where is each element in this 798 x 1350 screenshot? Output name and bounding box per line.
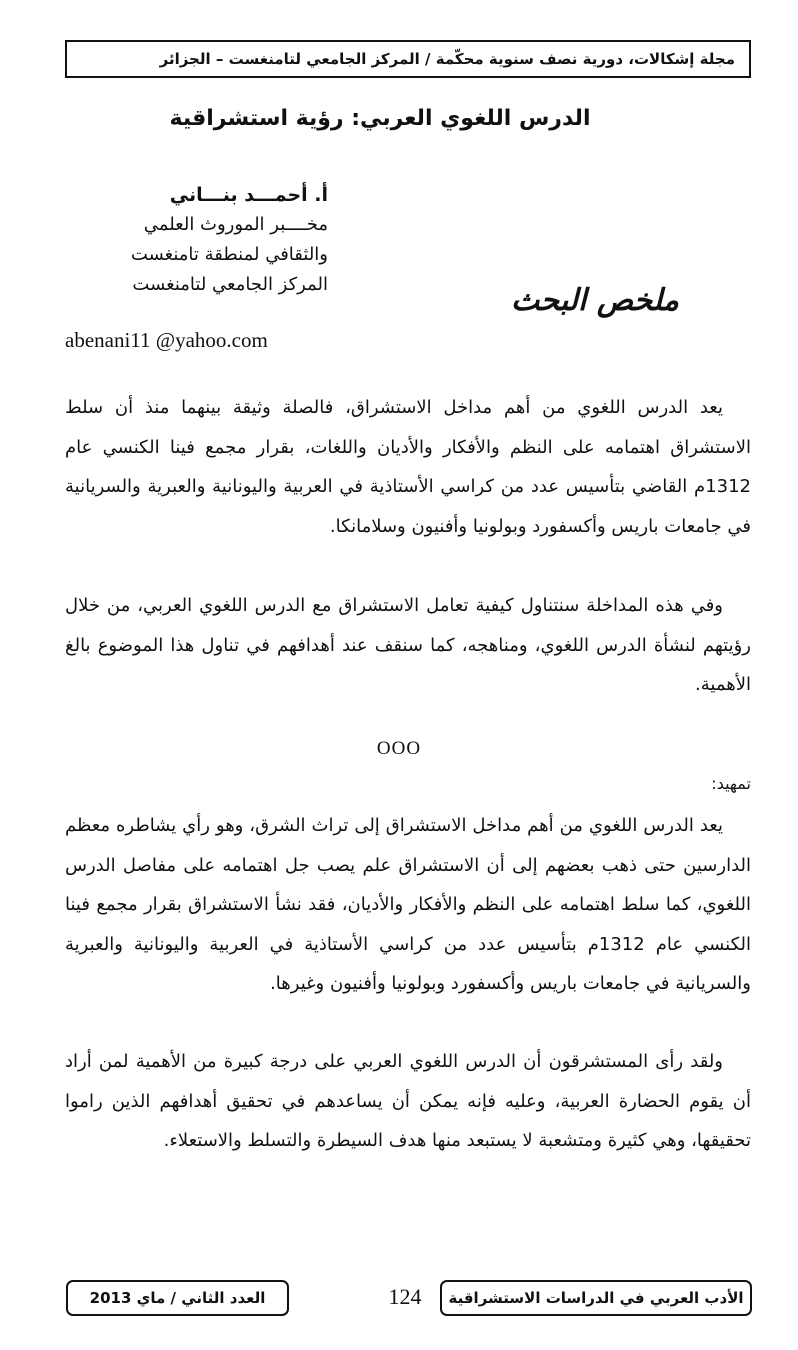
author-email: abenani11 @yahoo.com xyxy=(65,328,268,352)
introduction-paragraph-1: يعد الدرس اللغوي من أهم مداخل الاستشراق إلى تراث الشرق، وهو رأي يشاطره معظم الدارسين حتى ذهب بعضهم إلى أن الاستشراق علم يصب جل اهتمامه على مفاصل الدرس اللغوي، كما سلط اهتمامه على النظم والأفكار والأديان، فقد نشأ الاستشراق بقرار مجمع فينا الكنسي عام 1312م بتأسيس عدد من كراسي الأستاذية في العربية واليونانية والعبرية والسريانية في جامعات باريس وأكسفورد وبولونيا وأفنيون وغيرها. xyxy=(65,815,752,994)
author-block xyxy=(58,180,328,300)
author-affiliation-line-1: مخــــبر الموروث العلمي xyxy=(143,214,328,235)
author-affiliation-line-2: والثقافي لمنطقة تامنغست xyxy=(130,244,328,265)
footer-issue xyxy=(66,1280,289,1316)
section-separator: OOO xyxy=(376,738,422,759)
footer-series-title-text: الأدب العربي في الدراسات الاستشراقية xyxy=(448,1289,744,1307)
footer-series-title xyxy=(440,1280,752,1316)
introduction-paragraph-2: ولقد رأى المستشرقون أن الدرس اللغوي العربي على درجة كبيرة من الأهمية لمن أراد أن يقوم الحضارة العربية، وعليه فإنه يمكن أن يساعدهم في تحقيق أهدافهم الذين راموا تحقيقها، وهي كثيرة ومتشعبة لا يستبعد منها هدف السيطرة والتسلط والاستعلاء. xyxy=(65,1051,751,1151)
footer-issue-text: العدد الثاني / ماي 2013 xyxy=(89,1289,266,1307)
page-number: 124 xyxy=(388,1284,422,1309)
abstract-paragraph-2: وفي هذه المداخلة سنتناول كيفية تعامل الاستشراق مع الدرس اللغوي العربي، من خلال رؤيتهم لنشأة الدرس اللغوي، ومناهجه، كما سنقف عند أهدافهم في تناول هذا الموضوع بالغ الأهمية. xyxy=(65,595,751,695)
article-title: الدرس اللغوي العربي: رؤية استشراقية xyxy=(169,106,591,131)
abstract-calligraphy-heading xyxy=(505,258,685,338)
journal-header-text: مجلة إشكالات، دورية نصف سنوية محكّمة / المركز الجامعي لتامنغست – الجزائر xyxy=(159,50,735,68)
journal-header xyxy=(65,40,751,78)
abstract-paragraph-1: يعد الدرس اللغوي من أهم مداخل الاستشراق، فالصلة وثيقة بينهما منذ أن سلط الاستشراق اهتمامه على النظم والأفكار والأديان واللغات، بقرار مجمع فينا الكنسي عام 1312م القاضي بتأسيس عدد من كراسي الأستاذية في العربية واليونانية والعبرية والسريانية في جامعات باريس وأكسفورد وبولونيا وأفنيون وسلامانكا. xyxy=(65,397,751,537)
abstract-calligraphy-text: ملخص البحث xyxy=(511,283,679,318)
author-affiliation-line-3: المركز الجامعي لتامنغست xyxy=(132,274,328,295)
introduction-label: تمهيد: xyxy=(711,774,751,793)
author-name: أ. أحمـــد بنـــاني xyxy=(169,184,328,206)
